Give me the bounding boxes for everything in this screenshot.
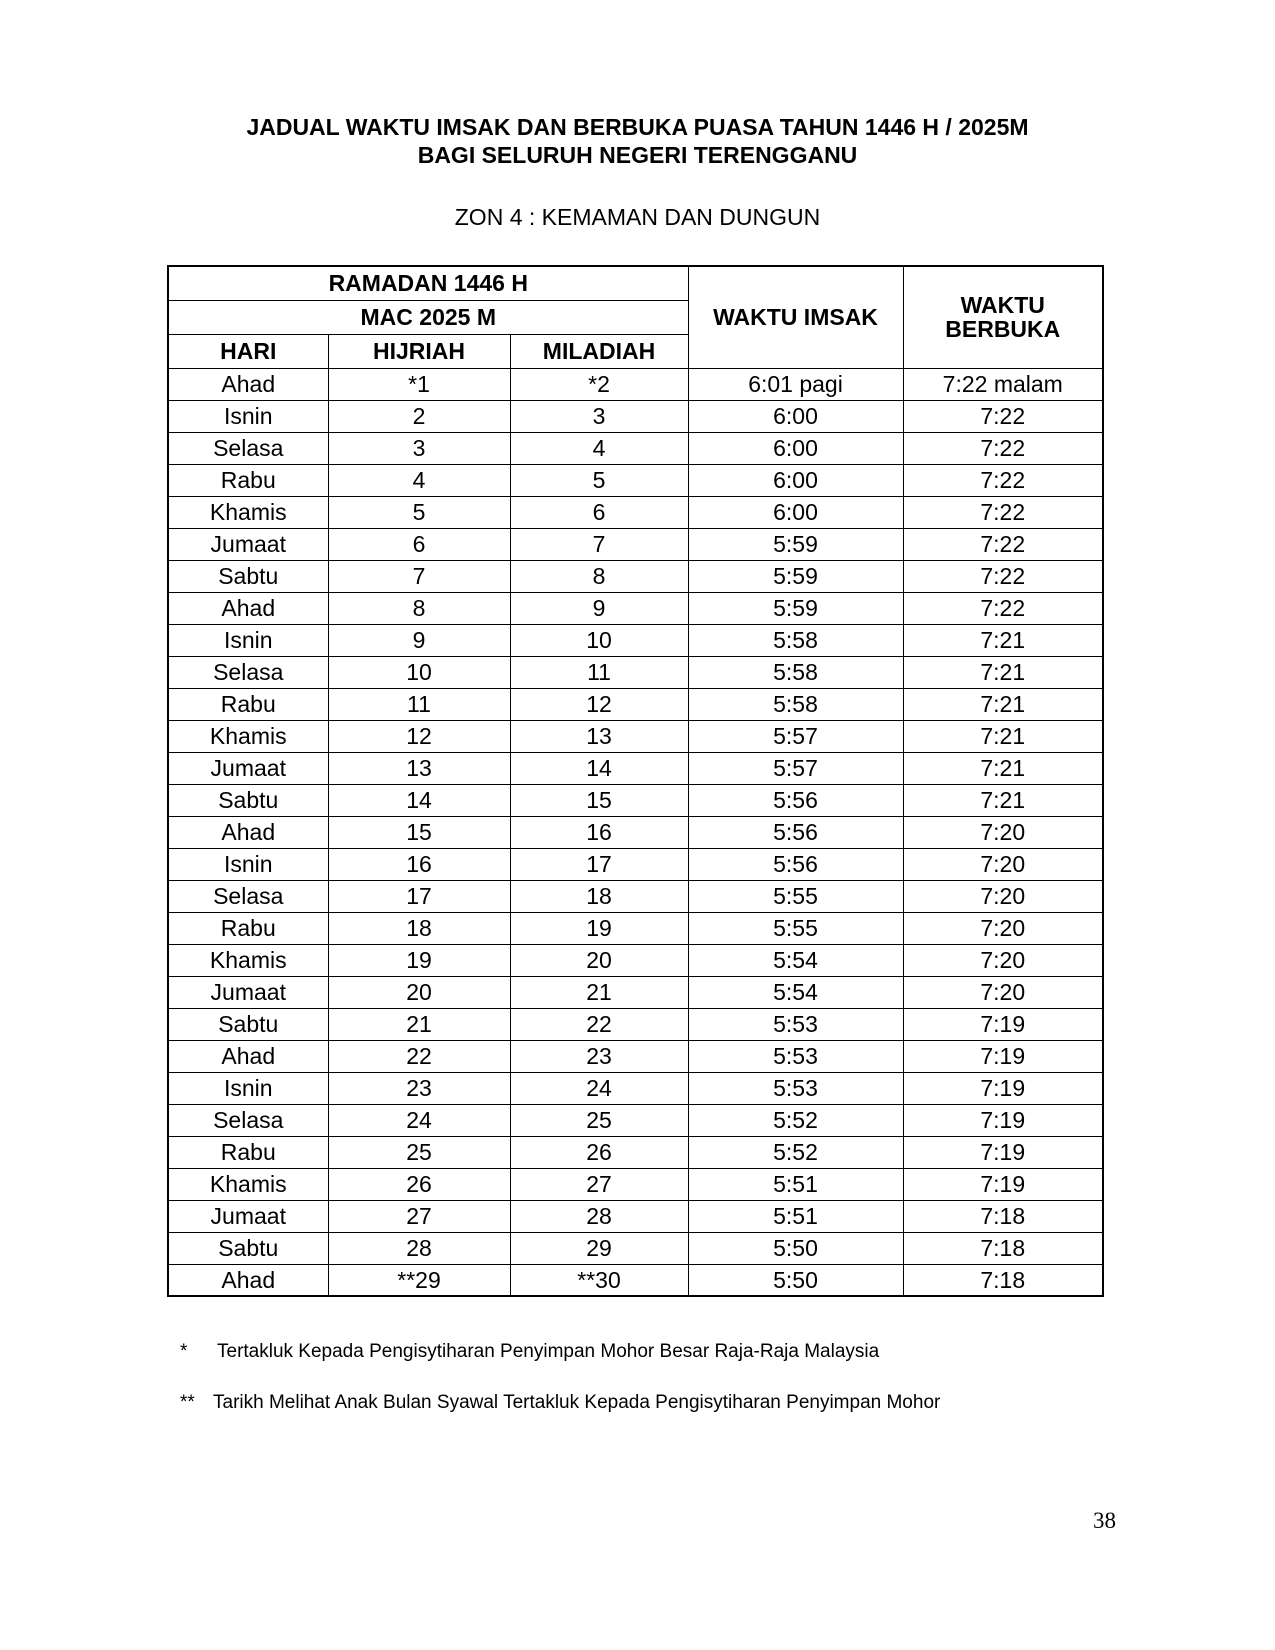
cell-berbuka: 7:19 [903, 1072, 1103, 1104]
cell-berbuka: 7:20 [903, 944, 1103, 976]
cell-hari: Khamis [168, 1168, 328, 1200]
cell-hijriah: 7 [328, 560, 510, 592]
table-row [168, 464, 1103, 496]
header-berbuka: WAKTU BERBUKA [903, 266, 1103, 368]
zone-label: ZON 4 : KEMAMAN DAN DUNGUN [454, 204, 821, 230]
cell-hijriah: 11 [328, 688, 510, 720]
cell-hari: Ahad [168, 816, 328, 848]
cell-berbuka: 7:21 [903, 656, 1103, 688]
cell-hari: Isnin [168, 1072, 328, 1104]
table-row [168, 1040, 1103, 1072]
cell-imsak: 5:55 [688, 880, 903, 912]
footnote-1 [180, 1340, 879, 1364]
cell-hari: Ahad [168, 592, 328, 624]
table-row [168, 1200, 1103, 1232]
cell-hijriah: 27 [328, 1200, 510, 1232]
cell-hari: Selasa [168, 880, 328, 912]
cell-hijriah: 17 [328, 880, 510, 912]
footnote-mark: ** [180, 1392, 195, 1413]
cell-miladiah: 23 [510, 1040, 688, 1072]
cell-miladiah: 4 [510, 432, 688, 464]
table-row [168, 560, 1103, 592]
cell-imsak: 5:53 [688, 1072, 903, 1104]
cell-hijriah: 2 [328, 400, 510, 432]
cell-miladiah: 12 [510, 688, 688, 720]
cell-hari: Sabtu [168, 1008, 328, 1040]
cell-hari: Isnin [168, 848, 328, 880]
footnote-2 [180, 1391, 940, 1415]
table-row [168, 368, 1103, 400]
header-ramadan: RAMADAN 1446 H [168, 266, 688, 300]
cell-miladiah: 3 [510, 400, 688, 432]
cell-hari: Sabtu [168, 560, 328, 592]
cell-miladiah: 8 [510, 560, 688, 592]
header-hijriah: HIJRIAH [328, 334, 510, 368]
cell-hijriah: 21 [328, 1008, 510, 1040]
cell-miladiah: 16 [510, 816, 688, 848]
cell-miladiah: 9 [510, 592, 688, 624]
cell-hijriah: 5 [328, 496, 510, 528]
cell-hijriah: 14 [328, 784, 510, 816]
cell-berbuka: 7:19 [903, 1008, 1103, 1040]
table-row [168, 976, 1103, 1008]
cell-berbuka: 7:20 [903, 880, 1103, 912]
cell-hijriah: 19 [328, 944, 510, 976]
table-row [168, 688, 1103, 720]
cell-berbuka: 7:22 [903, 432, 1103, 464]
table-row [168, 816, 1103, 848]
cell-miladiah: 28 [510, 1200, 688, 1232]
table-row [168, 720, 1103, 752]
cell-imsak: 5:54 [688, 944, 903, 976]
cell-berbuka: 7:20 [903, 816, 1103, 848]
cell-imsak: 5:59 [688, 528, 903, 560]
table-row [168, 432, 1103, 464]
cell-hari: Jumaat [168, 752, 328, 784]
cell-berbuka: 7:21 [903, 720, 1103, 752]
cell-miladiah: 26 [510, 1136, 688, 1168]
cell-miladiah: 19 [510, 912, 688, 944]
cell-hijriah: 12 [328, 720, 510, 752]
cell-imsak: 5:50 [688, 1264, 903, 1296]
cell-berbuka: 7:18 [903, 1200, 1103, 1232]
cell-miladiah: 18 [510, 880, 688, 912]
cell-imsak: 5:57 [688, 752, 903, 784]
cell-miladiah: 14 [510, 752, 688, 784]
table-row [168, 592, 1103, 624]
cell-hijriah: 8 [328, 592, 510, 624]
cell-imsak: 5:52 [688, 1136, 903, 1168]
cell-hari: Khamis [168, 944, 328, 976]
cell-hijriah: 18 [328, 912, 510, 944]
cell-imsak: 6:01 pagi [688, 368, 903, 400]
table-row [168, 1008, 1103, 1040]
cell-hijriah: 15 [328, 816, 510, 848]
cell-berbuka: 7:20 [903, 976, 1103, 1008]
page-number: 38 [1093, 1508, 1116, 1533]
cell-miladiah: 21 [510, 976, 688, 1008]
header-miladiah: MILADIAH [510, 334, 688, 368]
document-subtitle: BAGI SELURUH NEGERI TERENGGANU [417, 142, 858, 168]
cell-hari: Rabu [168, 912, 328, 944]
cell-berbuka: 7:19 [903, 1168, 1103, 1200]
cell-berbuka: 7:20 [903, 848, 1103, 880]
header-hari: HARI [168, 334, 328, 368]
cell-imsak: 6:00 [688, 464, 903, 496]
cell-hari: Rabu [168, 1136, 328, 1168]
cell-hari: Ahad [168, 1040, 328, 1072]
cell-imsak: 5:58 [688, 688, 903, 720]
schedule-table [167, 265, 1104, 1297]
cell-berbuka: 7:22 [903, 528, 1103, 560]
cell-hari: Ahad [168, 368, 328, 400]
cell-imsak: 5:57 [688, 720, 903, 752]
cell-berbuka: 7:18 [903, 1264, 1103, 1296]
cell-miladiah: 25 [510, 1104, 688, 1136]
cell-hari: Isnin [168, 400, 328, 432]
table-row [168, 912, 1103, 944]
table-row [168, 1264, 1103, 1296]
cell-berbuka: 7:22 [903, 560, 1103, 592]
table-row [168, 784, 1103, 816]
cell-imsak: 6:00 [688, 496, 903, 528]
table-row [168, 624, 1103, 656]
cell-miladiah: 22 [510, 1008, 688, 1040]
table-body [168, 368, 1103, 1296]
cell-berbuka: 7:20 [903, 912, 1103, 944]
cell-hijriah: 25 [328, 1136, 510, 1168]
cell-imsak: 5:58 [688, 624, 903, 656]
table-row [168, 880, 1103, 912]
cell-berbuka: 7:21 [903, 624, 1103, 656]
cell-imsak: 5:52 [688, 1104, 903, 1136]
cell-imsak: 5:56 [688, 784, 903, 816]
cell-imsak: 5:56 [688, 848, 903, 880]
cell-hijriah: 20 [328, 976, 510, 1008]
cell-hijriah: 28 [328, 1232, 510, 1264]
cell-hijriah: *1 [328, 368, 510, 400]
cell-berbuka: 7:19 [903, 1136, 1103, 1168]
cell-miladiah: 10 [510, 624, 688, 656]
cell-imsak: 5:53 [688, 1040, 903, 1072]
header-imsak: WAKTU IMSAK [688, 266, 903, 368]
cell-hari: Selasa [168, 432, 328, 464]
cell-hijriah: 4 [328, 464, 510, 496]
cell-imsak: 5:51 [688, 1200, 903, 1232]
cell-berbuka: 7:22 [903, 464, 1103, 496]
cell-imsak: 5:50 [688, 1232, 903, 1264]
cell-hijriah: 13 [328, 752, 510, 784]
cell-imsak: 5:58 [688, 656, 903, 688]
cell-hijriah: 22 [328, 1040, 510, 1072]
cell-hari: Isnin [168, 624, 328, 656]
cell-berbuka: 7:19 [903, 1104, 1103, 1136]
cell-berbuka: 7:22 [903, 400, 1103, 432]
table-row [168, 848, 1103, 880]
table-row [168, 1168, 1103, 1200]
cell-miladiah: 7 [510, 528, 688, 560]
cell-berbuka: 7:19 [903, 1040, 1103, 1072]
cell-hari: Selasa [168, 1104, 328, 1136]
cell-hari: Sabtu [168, 784, 328, 816]
cell-miladiah: 13 [510, 720, 688, 752]
cell-hijriah: 10 [328, 656, 510, 688]
cell-hijriah: 26 [328, 1168, 510, 1200]
cell-berbuka: 7:18 [903, 1232, 1103, 1264]
cell-hari: Khamis [168, 720, 328, 752]
cell-hijriah: **29 [328, 1264, 510, 1296]
cell-hari: Jumaat [168, 1200, 328, 1232]
cell-hijriah: 3 [328, 432, 510, 464]
cell-miladiah: 5 [510, 464, 688, 496]
cell-hari: Khamis [168, 496, 328, 528]
cell-hari: Sabtu [168, 1232, 328, 1264]
cell-miladiah: 17 [510, 848, 688, 880]
cell-imsak: 5:53 [688, 1008, 903, 1040]
cell-miladiah: 27 [510, 1168, 688, 1200]
cell-imsak: 5:59 [688, 560, 903, 592]
footnote-text: Tarikh Melihat Anak Bulan Syawal Tertakluk Kepada Pengisytiharan Penyimpan Mohor [213, 1392, 941, 1413]
cell-hijriah: 9 [328, 624, 510, 656]
cell-imsak: 5:55 [688, 912, 903, 944]
table-row [168, 1136, 1103, 1168]
cell-imsak: 5:51 [688, 1168, 903, 1200]
cell-hijriah: 23 [328, 1072, 510, 1104]
table-row [168, 400, 1103, 432]
table-row [168, 752, 1103, 784]
cell-hari: Selasa [168, 656, 328, 688]
cell-miladiah: *2 [510, 368, 688, 400]
table-row [168, 496, 1103, 528]
cell-imsak: 5:54 [688, 976, 903, 1008]
footnote-text: Tertakluk Kepada Pengisytiharan Penyimpan Mohor Besar Raja-Raja Malaysia [217, 1341, 880, 1362]
table-row [168, 944, 1103, 976]
table-row [168, 1104, 1103, 1136]
header-month: MAC 2025 M [168, 300, 688, 334]
cell-imsak: 5:59 [688, 592, 903, 624]
cell-miladiah: 15 [510, 784, 688, 816]
cell-hijriah: 24 [328, 1104, 510, 1136]
cell-hari: Jumaat [168, 976, 328, 1008]
cell-miladiah: 29 [510, 1232, 688, 1264]
table-row [168, 1232, 1103, 1264]
cell-hijriah: 16 [328, 848, 510, 880]
document-title: JADUAL WAKTU IMSAK DAN BERBUKA PUASA TAHUN 1446 H / 2025M [246, 114, 1029, 140]
cell-hari: Rabu [168, 464, 328, 496]
cell-hari: Ahad [168, 1264, 328, 1296]
cell-berbuka: 7:21 [903, 784, 1103, 816]
cell-hijriah: 6 [328, 528, 510, 560]
footnote-mark: * [180, 1341, 188, 1362]
cell-miladiah: **30 [510, 1264, 688, 1296]
cell-miladiah: 20 [510, 944, 688, 976]
cell-miladiah: 24 [510, 1072, 688, 1104]
cell-imsak: 6:00 [688, 432, 903, 464]
cell-berbuka: 7:22 malam [903, 368, 1103, 400]
cell-berbuka: 7:21 [903, 752, 1103, 784]
cell-hari: Rabu [168, 688, 328, 720]
cell-miladiah: 6 [510, 496, 688, 528]
cell-berbuka: 7:21 [903, 688, 1103, 720]
table-row [168, 656, 1103, 688]
cell-miladiah: 11 [510, 656, 688, 688]
cell-imsak: 6:00 [688, 400, 903, 432]
cell-hari: Jumaat [168, 528, 328, 560]
cell-imsak: 5:56 [688, 816, 903, 848]
cell-berbuka: 7:22 [903, 496, 1103, 528]
table-row [168, 1072, 1103, 1104]
cell-berbuka: 7:22 [903, 592, 1103, 624]
table-row [168, 528, 1103, 560]
